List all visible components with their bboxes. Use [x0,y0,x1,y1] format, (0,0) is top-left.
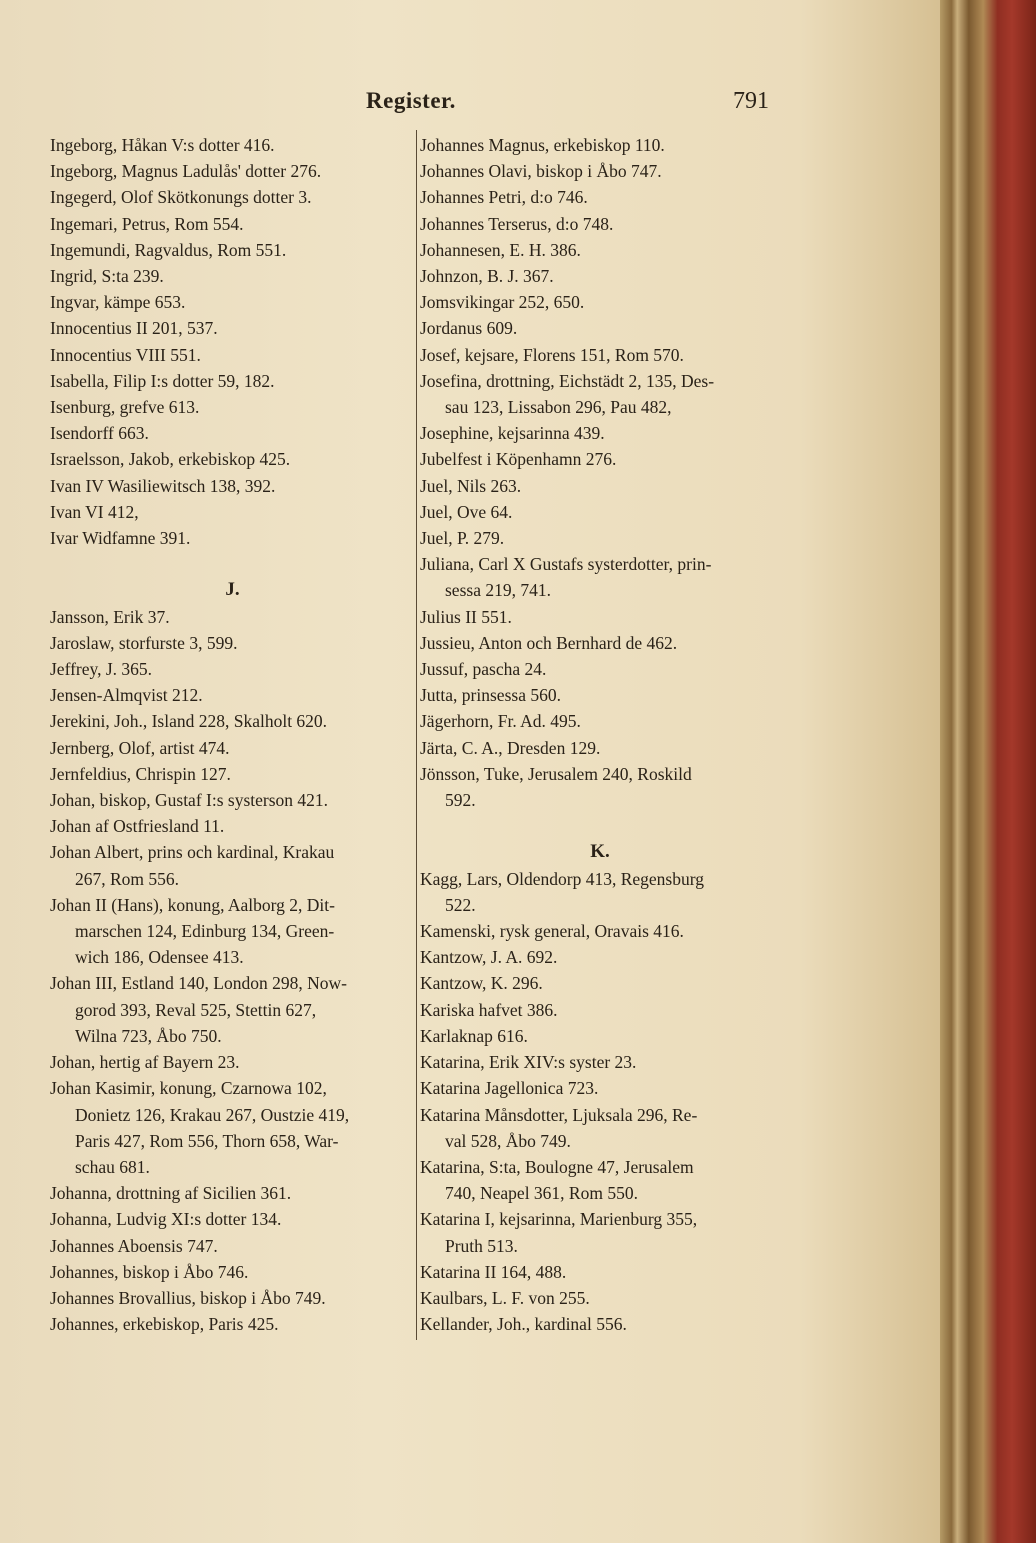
index-entry-continuation: Donietz 126, Krakau 267, Oustzie 419, [75,1104,350,1125]
index-entry-continuation: Paris 427, Rom 556, Thorn 658, War- [75,1130,339,1151]
index-entry: Johanna, Ludvig XI:s dotter 134. [50,1209,282,1230]
index-entry: Kaulbars, L. F. von 255. [420,1287,590,1308]
index-entry: Ivan VI 412, [50,501,139,522]
column-divider [416,130,417,1340]
index-entry: Johan, biskop, Gustaf I:s systerson 421. [50,790,329,811]
index-entry: Jernberg, Olof, artist 474. [50,737,230,758]
index-entry-continuation: 740, Neapel 361, Rom 550. [445,1183,638,1204]
index-entry-continuation: schau 681. [75,1156,150,1177]
index-entry: Johan af Ostfriesland 11. [50,816,225,837]
index-entry-continuation: val 528, Åbo 749. [445,1130,571,1151]
index-entry: Ivar Widfamne 391. [50,528,191,549]
index-entry-continuation: wich 186, Odensee 413. [75,947,244,968]
page-title: Register. [366,88,456,113]
index-entry: Katarina II 164, 488. [420,1261,567,1282]
index-entry: Johan Kasimir, konung, Czarnowa 102, [50,1078,327,1099]
index-entry: Järta, C. A., Dresden 129. [420,737,601,758]
index-entry: Katarina, Erik XIV:s syster 23. [420,1052,637,1073]
book-binding-edge [940,0,1036,1543]
index-entry: Jussieu, Anton och Bernhard de 462. [420,632,678,653]
index-entry: Johan II (Hans), konung, Aalborg 2, Dit- [50,894,335,915]
index-entry: Johannes Petri, d:o 746. [420,187,588,208]
index-entry: Johannes, biskop i Åbo 746. [50,1261,249,1282]
index-entry: Katarina Jagellonica 723. [420,1078,599,1099]
index-entry: Kellander, Joh., kardinal 556. [420,1314,627,1335]
index-entry: Katarina, S:ta, Boulogne 47, Jerusalem [420,1156,694,1177]
index-entry: Johanna, drottning af Sicilien 361. [50,1183,292,1204]
index-entry: Juel, P. 279. [420,528,505,549]
index-entry: Josephine, kejsarinna 439. [420,423,605,444]
index-entry: Juliana, Carl X Gustafs systerdotter, prin- [420,554,712,575]
index-entry: Jensen-Almqvist 212. [50,685,203,706]
index-entry: Johannesen, E. H. 386. [420,239,581,260]
index-entry: Johannes Terserus, d:o 748. [420,213,614,234]
index-entry: Isendorff 663. [50,423,149,444]
section-letter: J. [225,579,240,601]
page-number: 791 [733,88,769,114]
index-entry-continuation: sessa 219, 741. [445,580,551,601]
section-letter: K. [590,841,610,863]
index-entry: Josef, kejsare, Florens 151, Rom 570. [420,344,684,365]
index-entry-continuation: 522. [445,894,476,915]
index-entry: Katarina I, kejsarinna, Marienburg 355, [420,1209,698,1230]
index-entry: Julius II 551. [420,606,512,627]
index-entry: Ingvar, kämpe 653. [50,292,186,313]
index-entry: Isenburg, grefve 613. [50,397,200,418]
index-entry: Jansson, Erik 37. [50,606,170,627]
index-entry: Kariska hafvet 386. [420,999,558,1020]
index-column-left [50,132,415,1337]
index-entry: Isabella, Filip I:s dotter 59, 182. [50,370,275,391]
index-entry: Ivan IV Wasiliewitsch 138, 392. [50,475,276,496]
index-entry: Juel, Nils 263. [420,475,522,496]
index-entry: Karlaknap 616. [420,1025,528,1046]
index-entry: Jubelfest i Köpenhamn 276. [420,449,617,470]
index-entry: Jeffrey, J. 365. [50,659,153,680]
index-entry: Johan Albert, prins och kardinal, Krakau [50,842,335,863]
index-entry-continuation: 592. [445,790,476,811]
index-entry: Israelsson, Jakob, erkebiskop 425. [50,449,291,470]
index-entry: Ingemari, Petrus, Rom 554. [50,213,244,234]
index-entry: Ingeborg, Magnus Ladulås' dotter 276. [50,161,322,182]
index-entry: Johannes, erkebiskop, Paris 425. [50,1314,279,1335]
index-entry: Johan, hertig af Bayern 23. [50,1052,240,1073]
index-entry: Johannes Olavi, biskop i Åbo 747. [420,161,662,182]
spacer [420,813,780,839]
index-entry: Jutta, prinsessa 560. [420,685,561,706]
index-entry: Jordanus 609. [420,318,518,339]
index-entry: Innocentius II 201, 537. [50,318,218,339]
index-entry: Johannes Brovallius, biskop i Åbo 749. [50,1287,326,1308]
index-entry: Juel, Ove 64. [420,501,513,522]
index-entry-continuation: sau 123, Lissabon 296, Pau 482, [445,397,672,418]
index-entry: Jönsson, Tuke, Jerusalem 240, Roskild [420,763,692,784]
index-entry: Kantzow, K. 296. [420,973,543,994]
spacer [50,551,415,577]
index-entry: Johannes Aboensis 747. [50,1235,218,1256]
index-entry-continuation: marschen 124, Edinburg 134, Green- [75,921,335,942]
index-entry: Ingemundi, Ragvaldus, Rom 551. [50,239,287,260]
index-entry: Johnzon, B. J. 367. [420,266,554,287]
index-entry: Jussuf, pascha 24. [420,659,547,680]
index-entry-continuation: Wilna 723, Åbo 750. [75,1025,222,1046]
index-entry: Jaroslaw, storfurste 3, 599. [50,632,238,653]
index-entry-continuation: gorod 393, Reval 525, Stettin 627, [75,999,317,1020]
index-entry: Jägerhorn, Fr. Ad. 495. [420,711,581,732]
index-entry: Kantzow, J. A. 692. [420,947,558,968]
index-entry: Katarina Månsdotter, Ljuksala 296, Re- [420,1104,698,1125]
index-entry: Ingegerd, Olof Skötkonungs dotter 3. [50,187,312,208]
index-column-right [420,132,780,1337]
index-entry: Innocentius VIII 551. [50,344,201,365]
index-entry: Kagg, Lars, Oldendorp 413, Regensburg [420,868,704,889]
index-entry: Ingrid, S:ta 239. [50,266,164,287]
index-entry: Johan III, Estland 140, London 298, Now- [50,973,347,994]
index-entry-continuation: 267, Rom 556. [75,868,180,889]
index-entry: Kamenski, rysk general, Oravais 416. [420,921,684,942]
index-entry: Jomsvikingar 252, 650. [420,292,585,313]
index-entry: Johannes Magnus, erkebiskop 110. [420,135,665,155]
index-entry: Josefina, drottning, Eichstädt 2, 135, Des- [420,370,715,391]
index-entry-continuation: Pruth 513. [445,1235,518,1256]
index-entry: Ingeborg, Håkan V:s dotter 416. [50,135,275,155]
index-entry: Jerekini, Joh., Island 228, Skalholt 620. [50,711,328,732]
index-entry: Jernfeldius, Chrispin 127. [50,763,231,784]
